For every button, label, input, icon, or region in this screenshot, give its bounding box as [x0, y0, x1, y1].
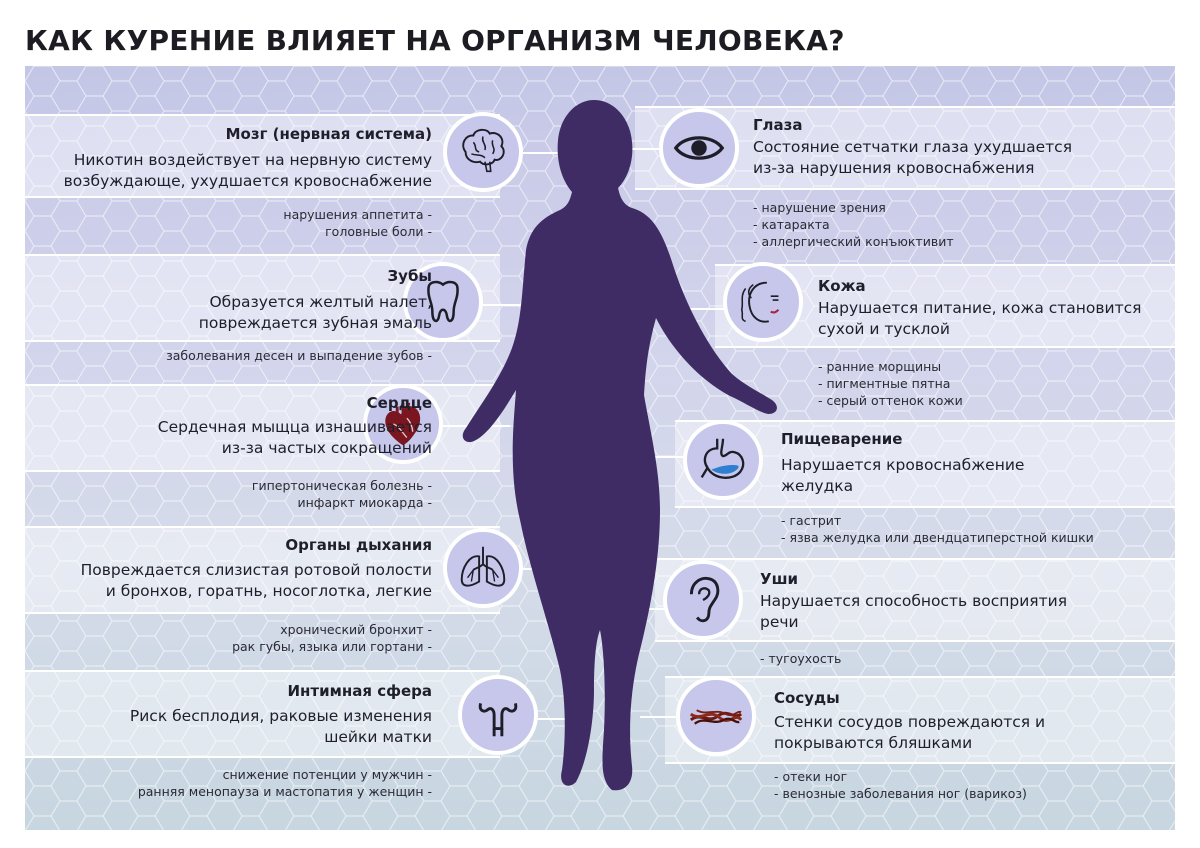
effect-item: - венозные заболевания ног (варикоз) — [774, 786, 1027, 801]
stomach-icon-circle — [683, 420, 763, 500]
brain-block — [64, 124, 432, 192]
brain-icon — [454, 123, 512, 181]
section-desc-line: из-за частых сокращений — [221, 439, 432, 457]
heart-block — [158, 393, 432, 459]
effect-item: ранняя менопауза и мастопатия у женщин - — [137, 784, 432, 799]
section-heading: Сердце — [366, 394, 432, 412]
effect-item: инфаркт миокарда - — [297, 495, 432, 510]
section-heading: Уши — [760, 570, 799, 588]
face-icon — [734, 273, 792, 331]
effect-item: - пигментные пятна — [818, 376, 951, 391]
effect-item: - отеки ног — [774, 769, 848, 784]
section-heading: Мозг (нервная система) — [225, 125, 432, 143]
lungs-icon — [454, 539, 512, 597]
teeth-block — [199, 266, 432, 334]
stomach-icon — [694, 431, 752, 489]
section-desc-line: Риск бесплодия, раковые изменения — [129, 707, 432, 725]
digestion-block — [781, 429, 1024, 497]
face-icon-circle — [723, 262, 803, 342]
ears-block — [760, 569, 1067, 633]
section-desc-line: Никотин воздействует на нервную систему — [73, 151, 432, 169]
intimate-block — [130, 681, 432, 748]
lungs-icon-circle — [443, 528, 523, 608]
section-desc-line: речи — [760, 613, 799, 631]
section-heading: Органы дыхания — [285, 536, 432, 554]
effect-item: - катаракта — [753, 217, 830, 232]
section-desc-line: Нарушается питание, кожа становится — [818, 299, 1142, 317]
section-heading: Пищеварение — [781, 430, 903, 448]
ear-icon-circle — [663, 560, 743, 640]
section-desc-line: Повреждается слизистая ротовой полости — [80, 561, 432, 579]
respiratory-block — [81, 535, 432, 602]
section-desc-line: Нарушается кровоснабжение — [781, 456, 1025, 474]
section-desc-line: Сердечная мыщца изнашивается — [157, 418, 432, 436]
section-desc-line: повреждается зубная эмаль — [198, 314, 432, 332]
effect-item: хронический бронхит - — [280, 622, 432, 637]
section-heading: Кожа — [818, 277, 866, 295]
eyes-block — [753, 115, 1072, 179]
skin-block — [818, 276, 1142, 340]
ear-icon — [674, 571, 732, 629]
section-desc-line: Образуется желтый налет, — [209, 293, 432, 311]
uterus-icon — [469, 686, 527, 744]
effect-item: заболевания десен и выпадение зубов - — [166, 348, 432, 363]
effect-item: - тугоухость — [760, 651, 842, 666]
section-desc-line: желудка — [781, 477, 854, 495]
effect-item: - ранние морщины — [818, 359, 942, 374]
effect-item: нарушения аппетита - — [283, 207, 432, 222]
effect-item: - гастрит — [781, 513, 842, 528]
section-desc-line: из-за нарушения кровоснабжения — [753, 159, 1035, 177]
page-title: КАК КУРЕНИЕ ВЛИЯЕТ НА ОРГАНИЗМ ЧЕЛОВЕКА? — [25, 24, 845, 57]
section-desc-line: сухой и тусклой — [818, 320, 950, 338]
effect-item: снижение потенции у мужчин - — [222, 767, 432, 782]
effect-item: - серый оттенок кожи — [818, 393, 963, 408]
effect-item: головные боли - — [325, 224, 432, 239]
effect-item: - нарушение зрения — [753, 200, 886, 215]
effect-item: - аллергический конъюктивит — [753, 234, 954, 249]
eye-icon — [670, 119, 728, 177]
section-heading: Сосуды — [774, 689, 840, 707]
section-desc-line: Стенки сосудов повреждаются и — [774, 713, 1046, 731]
section-desc-line: Состояние сетчатки глаза ухудшается — [753, 138, 1073, 156]
vessels-icon-circle — [676, 676, 756, 756]
effect-item: рак губы, языка или гортани - — [232, 639, 432, 654]
effect-item: - язва желудка или двендцатиперстной кишки — [781, 530, 1094, 545]
uterus-icon-circle — [458, 675, 538, 755]
vessels-block — [774, 688, 1045, 754]
effect-item: гипертоническая болезнь - — [251, 478, 432, 493]
section-desc-line: Нарушается способность восприятия — [760, 592, 1068, 610]
section-desc-line: шейки матки — [324, 728, 432, 746]
section-heading: Интимная сфера — [287, 682, 432, 700]
eye-icon-circle — [659, 108, 739, 188]
section-desc-line: возбуждающе, ухудшается кровоснабжение — [63, 172, 432, 190]
section-desc-line: и бронхов, горатнь, носоглотка, легкие — [105, 582, 432, 600]
vessels-icon — [687, 687, 745, 745]
section-heading: Зубы — [387, 267, 432, 285]
brain-icon-circle — [443, 112, 523, 192]
section-heading: Глаза — [753, 116, 803, 134]
section-desc-line: покрываются бляшками — [774, 734, 973, 752]
